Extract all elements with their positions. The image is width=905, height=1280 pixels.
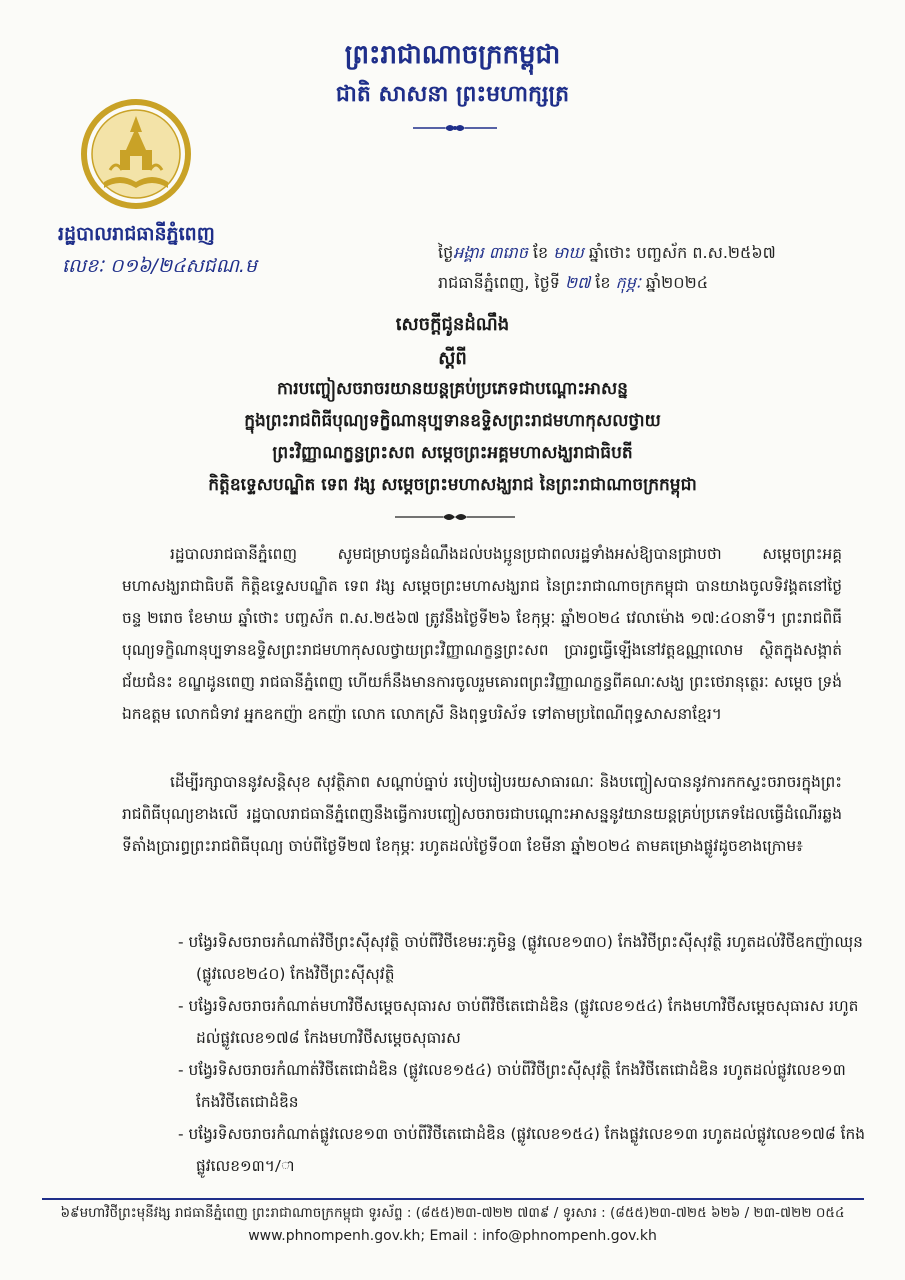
reference-number: លេខៈ ០១៦/២៤សជណ.ម — [62, 255, 257, 277]
subject-line: កិត្តិឧទ្ទេសបណ្ឌិត ទេព វង្ស សម្តេចព្រះមហាសង្ឃរាជ នៃព្រះរាជាណាចក្រកម្ពុជា — [208, 475, 697, 495]
route-item: - បង្វែរទិសចរាចរកំណាត់មហាវិថីសម្តេចសុធារស ចាប់ពីវិថីតេជោដំឌិន (ផ្លូវលេខ១៥៤) កែងមហាវិថីសម្តេចសុធារស រហូតដល់ផ្លូវលេខ១៧៨ កែងមហាវិថីសម្តេចសុធារស — [178, 997, 859, 1047]
footer-rule — [42, 1198, 864, 1200]
route-item: - បង្វែរទិសចរាចរកំណាត់វិថីតេជោដំឌិន (ផ្លូវលេខ១៥៤) ចាប់ពីវិថីព្រះស៊ីសុវត្ថិ កែងវិថីតេជោដំឌិន រហូតដល់ផ្លូវលេខ១៣ កែងវិថីតេជោដំឌិន — [178, 1061, 846, 1111]
footer-address: ៦៩មហាវិថីព្រះមុនីវង្ស រាជធានីភ្នំពេញ ព្រះរាជាណាចក្រកម្ពុជា ទូរស័ព្ទ : (៨៥៥)២៣-៧២២ ៧៣៩ / ទូរសារ : (៨៥៥)២៣-៧២៥ ៦២៦ / ២៣-៧២២ ០៥៤ — [60, 1205, 845, 1221]
route-item: - បង្វែរទិសចរាចរកំណាត់ផ្លូវលេខ១៣ ចាប់ពីវិថីតេជោដំឌិន (ផ្លូវលេខ១៥៤) កែងផ្លូវលេខ១៣ រហូតដល់ផ្លូវលេខ១៧៨ កែងផ្លូវលេខ១៣។/ា — [178, 1125, 866, 1175]
route-item: - បង្វែរទិសចរាចរកំណាត់វិថីព្រះស៊ីសុវត្ថិ ចាប់ពីវិថីខេមរៈភូមិន្ទ (ផ្លូវលេខ១៣០) កែងវិថីព្រះស៊ីសុវត្ថិ រហូតដល់វិថីឧកញ៉ាឈុន (ផ្លូវលេខ២៤០) កែងវិថីព្រះស៊ីសុវត្ថិ — [178, 933, 863, 983]
notice-title: សេចក្តីជូនដំណឹង — [395, 314, 510, 335]
subject-line: ក្នុងព្រះរាជពិធីបុណ្យទក្ខិណានុប្បទានឧទ្ទិសព្រះរាជមហាកុសលថ្វាយ — [244, 411, 661, 431]
body-paragraph: ដើម្បីរក្សាបាននូវសន្តិសុខ សុវត្ថិភាព សណ្តាប់ធ្នាប់ របៀបរៀបរយសាធារណៈ និងបញ្ចៀសបាននូវការកកស្ទះចរាចរក្នុងព្រះរាជពិធីបុណ្យខាងលើ រដ្ឋបាលរាជធានីភ្នំពេញនឹងធ្វើការបញ្ចៀសចរាចរជាបណ្តោះអាសន្ននូវយានយន្តគ្រប់ប្រភេទដែលធ្វើដំណើរឆ្លងទីតាំងប្រារព្ធព្រះរាជពិធីបុណ្យ ចាប់ពីថ្ងៃទី២៧ ខែកុម្ភៈ រហូតដល់ថ្ងៃទី០៣ ខែមីនា ឆ្នាំ២០២៤ តាមគម្រោងផ្លូវដូចខាងក្រោម៖ — [122, 773, 842, 855]
subject-line: ការបញ្ចៀសចរាចរយានយន្តគ្រប់ប្រភេទជាបណ្តោះអាសន្ន — [277, 379, 628, 399]
handwritten-lunar-month: មាឃ — [553, 243, 584, 262]
kingdom-heading: ព្រះរាជាណាចក្រកម្ពុជា — [344, 40, 561, 70]
handwritten-lunar-day: អង្គារ ៣រោច — [453, 243, 528, 262]
lunar-date: ថ្ងៃអង្គារ ៣រោច ខែ មាឃ ឆ្នាំថោះ បញ្ចស័ក ព.ស.២៥៦៧ — [438, 243, 776, 262]
national-motto: ជាតិ សាសនា ព្រះមហាក្សត្រ — [335, 82, 570, 107]
handwritten-solar-month: កុម្ភៈ — [615, 273, 641, 292]
subject-line: ព្រះវិញ្ញាណក្ខន្ធព្រះសព សម្តេចព្រះអគ្គមហាសង្ឃរាជាធិបតី — [272, 443, 633, 463]
solar-date: រាជធានីភ្នំពេញ, ថ្ងៃទី ២៧ ខែ កុម្ភៈ ឆ្នាំ២០២៤ — [438, 273, 709, 292]
phnom-penh-seal-icon — [80, 98, 192, 210]
issuing-authority: រដ្ឋបាលរាជធានីភ្នំពេញ — [58, 223, 215, 245]
section-divider-icon — [395, 510, 515, 524]
ornament-divider-icon — [405, 118, 505, 138]
handwritten-solar-day: ២៧ — [564, 273, 591, 292]
about-label: ស្តីពី — [438, 348, 467, 369]
body-paragraph: រដ្ឋបាលរាជធានីភ្នំពេញ សូមជម្រាបជូនដំណឹងដល់បងប្អូនប្រជាពលរដ្ឋទាំងអស់ឱ្យបានជ្រាបថា សម្តេចព្រះអគ្គមហាសង្ឃរាជាធិបតី កិត្តិឧទ្ទេសបណ្ឌិត ទេព វង្ស សម្តេចព្រះមហាសង្ឃរាជ នៃព្រះរាជាណាចក្រកម្ពុជា បានយាងចូលទិវង្គតនៅថ្ងៃចន្ទ ២រោច ខែមាឃ ឆ្នាំថោះ បញ្ចស័ក ព.ស.២៥៦៧ ត្រូវនឹងថ្ងៃទី២៦ ខែកុម្ភៈ ឆ្នាំ២០២៤ វេលាម៉ោង ១៧:៤០នាទី។ ព្រះរាជពិធីបុណ្យទក្ខិណានុប្បទានឧទ្ទិសព្រះរាជមហាកុសលថ្វាយព្រះវិញ្ញាណក្ខន្ធព្រះសព ប្រារព្ធធ្វើឡើងនៅវត្តឧណ្ណាលោម ស្ថិតក្នុងសង្កាត់ជ័យជំនះ ខណ្ឌដូនពេញ រាជធានីភ្នំពេញ ហើយក៏នឹងមានការចូលរួមគោរពព្រះវិញ្ញាណក្ខន្ធពីគណៈសង្ឃ ព្រះថេរានុត្ថេរៈ សម្តេច ទ្រង់ ឯកឧត្តម លោកជំទាវ អ្នកឧកញ៉ា ឧកញ៉ា លោក លោកស្រី និងពុទ្ធបរិស័ទ ទៅតាមប្រពៃណីពុទ្ធសាសនាខ្មែរ។ — [122, 545, 842, 723]
footer-web-email[interactable]: www.phnompenh.gov.kh; Email : info@phnompenh.gov.kh — [248, 1228, 657, 1244]
